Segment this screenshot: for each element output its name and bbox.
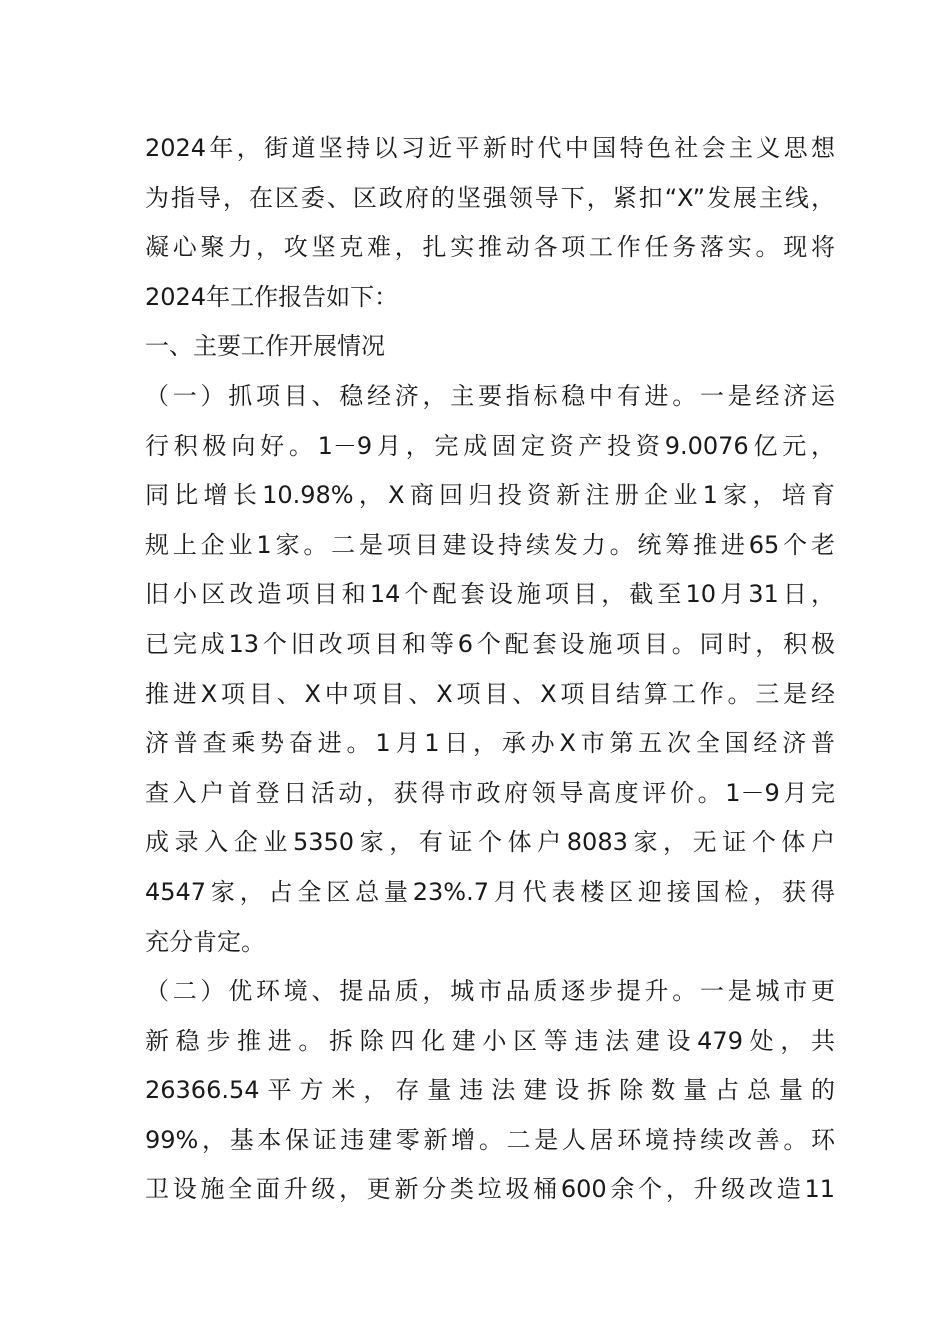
report-body <box>145 124 835 1215</box>
body-line: 同比增长10.98%，X商回归投资新注册企业1家，培育 <box>145 481 835 510</box>
body-line: 新稳步推进。拆除四化建小区等违法建设479处，共 <box>145 1026 835 1055</box>
body-line: 为指导，在区委、区政府的坚强领导下，紧扣“X”发展主线， <box>145 183 835 212</box>
body-line: 济普查乘势奋进。1月1日，承办X市第五次全国经济普 <box>145 729 835 758</box>
body-line: 99%，基本保证违建零新增。二是人居环境持续改善。环 <box>145 1125 835 1154</box>
body-line: 充分肯定。 <box>145 927 265 956</box>
subsection-heading-line: （一）抓项目、稳经济，主要指标稳中有进。一是经济运 <box>145 381 835 410</box>
section-heading: 一、主要工作开展情况 <box>145 332 385 361</box>
body-line: 2024年，街道坚持以习近平新时代中国特色社会主义思想 <box>145 134 835 162</box>
body-line: 凝心聚力，攻坚克难，扎实推动各项工作任务落实。现将 <box>145 233 835 262</box>
body-line: 2024年工作报告如下： <box>145 282 399 311</box>
body-line: 规上企业1家。二是项目建设持续发力。统筹推进65个老 <box>145 530 835 559</box>
body-line: 行积极向好。1－9月，完成固定资产投资9.0076亿元， <box>145 431 835 460</box>
body-line: 成录入企业5350家，有证个体户8083家，无证个体户 <box>145 828 835 857</box>
body-line: 旧小区改造项目和14个配套设施项目，截至10月31日， <box>145 580 835 609</box>
body-line: 推进X项目、X中项目、X项目、X项目结算工作。三是经 <box>145 679 835 708</box>
body-line: 卫设施全面升级，更新分类垃圾桶600余个，升级改造11 <box>145 1175 835 1204</box>
body-line: 查入户首登日活动，获得市政府领导高度评价。1－9月完 <box>145 778 835 807</box>
body-line: 26366.54平方米，存量违法建设拆除数量占总量的 <box>145 1076 835 1105</box>
subsection-heading-line: （二）优环境、提品质，城市品质逐步提升。一是城市更 <box>145 977 835 1006</box>
body-line: 4547家，占全区总量23%.7月代表楼区迎接国检，获得 <box>145 877 835 906</box>
body-line: 已完成13个旧改项目和等6个配套设施项目。同时，积极 <box>145 629 835 658</box>
